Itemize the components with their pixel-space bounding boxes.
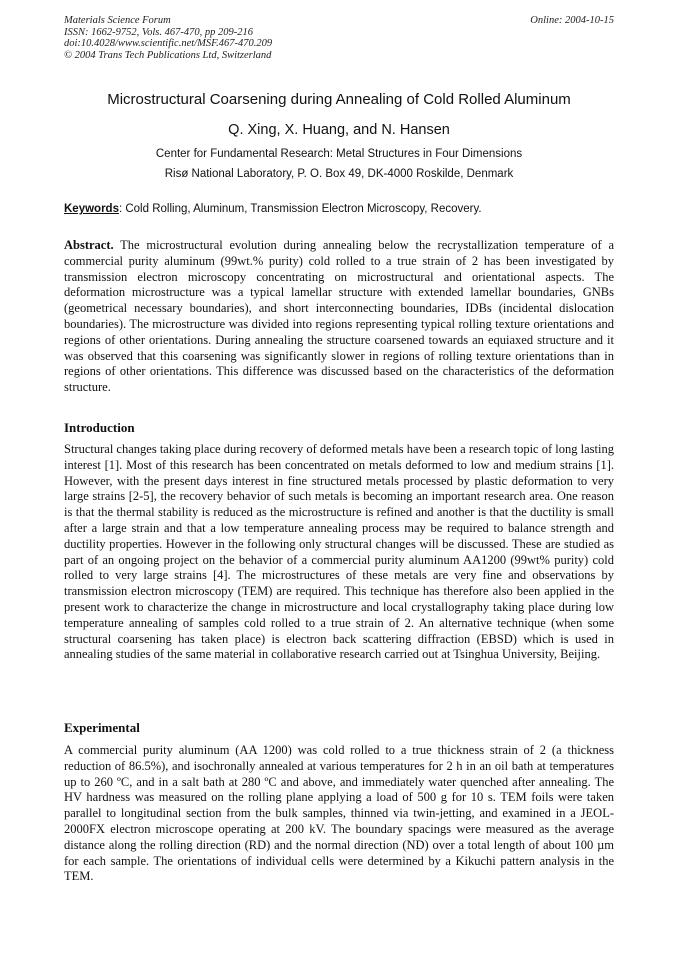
copyright-line: © 2004 Trans Tech Publications Ltd, Switzerland [64, 49, 272, 61]
journal-header [64, 15, 272, 61]
issn-line: ISSN: 1662-9752, Vols. 467-470, pp 209-216 [64, 26, 253, 38]
doi-line: doi:10.4028/www.scientific.net/MSF.467-470.209 [64, 38, 273, 49]
affiliation-2: Risø National Laboratory, P. O. Box 49, DK-4000 Roskilde, Denmark [164, 168, 514, 180]
experimental-text: A commercial purity aluminum (AA 1200) was cold rolled to a true thickness strain of 2 (a thickness reduction of 86.5%), and isochronally annealed at various temperatures for 2 h in an oil bath at temperatures up to 260 ºC, and in a salt bath at 280 ºC and above, and immediately water quenched after annealing. The HV hardness was measured on the rolling plane applying a load of 500 g for 10 s. TEM foils were taken parallel to longitudinal section from the bulk samples, thinned via twin-jetting, and examined in a JEOL-2000FX electron microscope operating at 200 kV. The boundary spacings were measured as the average distance along the rolling direction (RD) and the normal direction (ND) over a total length of about 100 µm for each sample. The orientations of individual cells were determined by a Kikuchi pattern analysis in the TEM. [64, 743, 614, 884]
keywords-text: : Cold Rolling, Aluminum, Transmission Electron Microscopy, Recovery. [118, 203, 482, 215]
abstract [64, 238, 614, 396]
journal-name: Materials Science Forum [64, 15, 171, 26]
introduction-text: Structural changes taking place during recovery of deformed metals have been a research topic of long lasting interest [1]. Most of this research has been concentrated on metals deformed to low and medium strains [1]. However, with the present days interest in fine structured metals processed by plastic deformation to very large strains [2-5], the recovery behavior of such metals is becoming an important research area. One reason is that the thermal stability is reduced as the microstructure is refined and another is that the ductility is small after a large strain and that a low temperature annealing process may be required to balance strength and ductility properties. However in the following only structural changes will be discussed. These are studied as part of an ongoing project on the behavior of a commercial purity aluminum AA1200 (99wt% purity) cold rolled to very large strains [4]. The microstructures of these metals are very fine and observations by transmission electron microscopy (TEM) are required. This technique has therefore also been applied in the present work to characterize the change in microstructure and local crystallography taking place during low temperature annealing of samples cold rolled to a true strain of 2. An alternative technique (when some structural coarsening has taken place) is electron back scattering diffraction (EBSD) which is used in annealing studies of the same material in collaborative research carried out at Tsinghua University, Beijing. [64, 442, 614, 662]
paper-authors: Q. Xing, X. Huang, and N. Hansen [228, 122, 450, 138]
experimental-heading: Experimental [64, 720, 140, 735]
keywords [64, 202, 482, 216]
paper-title: Microstructural Coarsening during Annealing of Cold Rolled Aluminum [107, 91, 571, 108]
abstract-text: The microstructural evolution during annealing below the recrystallization temperature of a commercial purity aluminum (99wt.% purity) cold rolled to a true strain of 2 has been investigated by transmission electron microscopy concentrating on microstructural and orientational aspects. The deformation microstructure was a typical lamellar structure with extended lamellar boundaries, GNBs (geometrical necessary boundaries), and short interconnecting boundaries, IDBs (incidental dislocation boundaries). The microstructure was divided into regions representing typical rolling texture orientations and regions of other orientations. During annealing the structure coarsened towards an equiaxed structure and it was observed that this coarsening was significantly slower in regions of rolling texture orientations than in regions of other orientations. This difference was discussed based on the characteristics of the deformation structure. [64, 238, 614, 395]
affiliation-1: Center for Fundamental Research: Metal Structures in Four Dimensions [155, 148, 523, 160]
introduction-heading: Introduction [64, 420, 135, 435]
abstract-label: Abstract. [64, 238, 114, 252]
keywords-label: Keywords [64, 203, 119, 215]
online-date: Online: 2004-10-15 [530, 15, 614, 26]
